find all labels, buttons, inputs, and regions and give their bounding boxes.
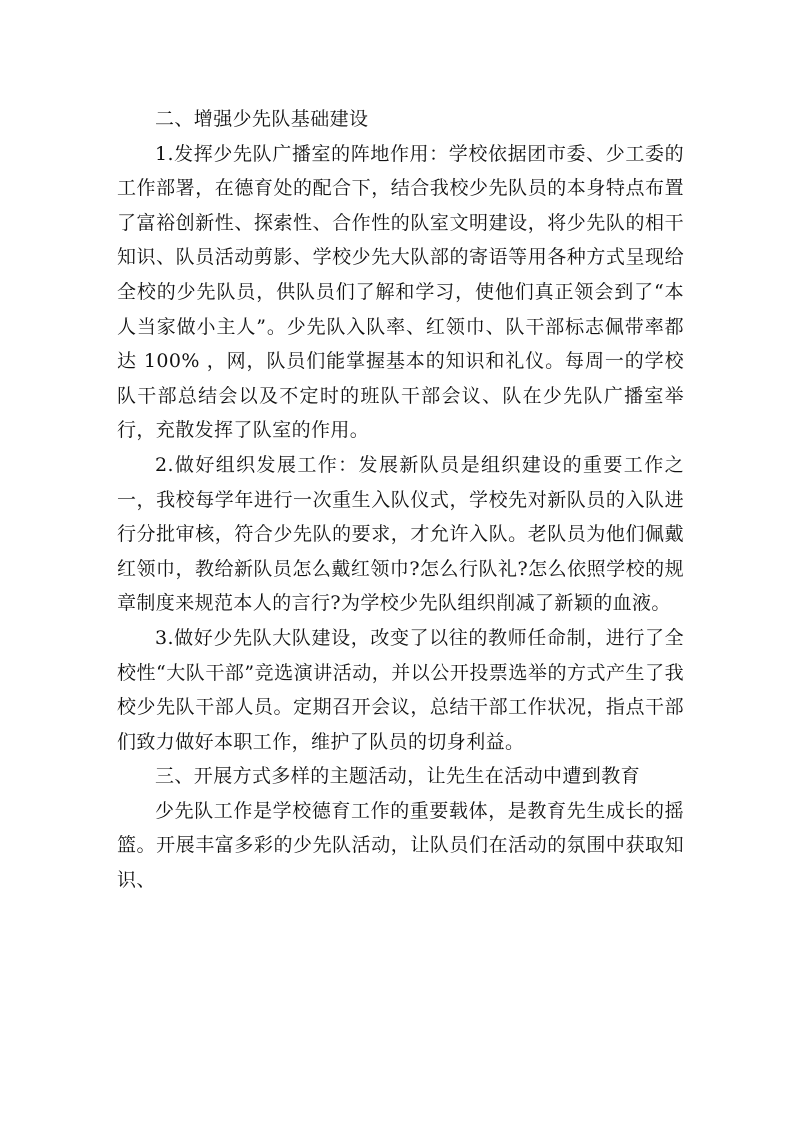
document-body [117,102,684,898]
paragraph-brigade-construction: 3.做好少先队大队建设，改变了以往的教师任命制，进行了全校性“大队干部”竞选演讲活动，并以公开投票选举的方式产生了我校少先队干部人员。定期召开会议，总结干部工作状况，指点干部们致力做好本职工作，维护了队员的切身利益。 [117,626,684,753]
paragraph-themed-activities: 少先队工作是学校德育工作的重要载体，是教育先生成长的摇篮。开展丰富多彩的少先队活动，让队员们在活动的氛围中获取知识、 [117,799,684,892]
section-heading-3: 三、开展方式多样的主题活动，让先生在活动中遭到教育 [155,765,641,788]
paragraph-organization-development: 2.做好组织发展工作：发展新队员是组织建设的重要工作之一，我校每学年进行一次重生入队仪式，学校先对新队员的入队进行分批审核，符合少先队的要求，才允许入队。老队员为他们佩戴红领巾，教给新队员怎么戴红领巾?怎么行队礼?怎么依照学校的规章制度来规范本人的言行?为学校少先队组织削减了新颖的血液。 [117,453,684,615]
paragraph-broadcast-room: 1.发挥少先队广播室的阵地作用：学校依据团市委、少工委的工作部署，在德育处的配合下，结合我校少先队员的本身特点布置了富裕创新性、探索性、合作性的队室文明建设，将少先队的相干知识、队员活动剪影、学校少先大队部的寄语等用各种方式呈现给全校的少先队员，供队员们了解和学习，使他们真正领会到了“本人当家做小主人”。少先队入队率、红领巾、队干部标志佩带率都达 100% ，网，队员们能掌握基本的知识和礼仪。每周一的学校队干部总结会以及不定时的班队干部会议、队在少先队广播室举行，充散发挥了队室的作用。 [117,142,684,442]
section-heading-2: 二、增强少先队基础建设 [155,108,369,130]
